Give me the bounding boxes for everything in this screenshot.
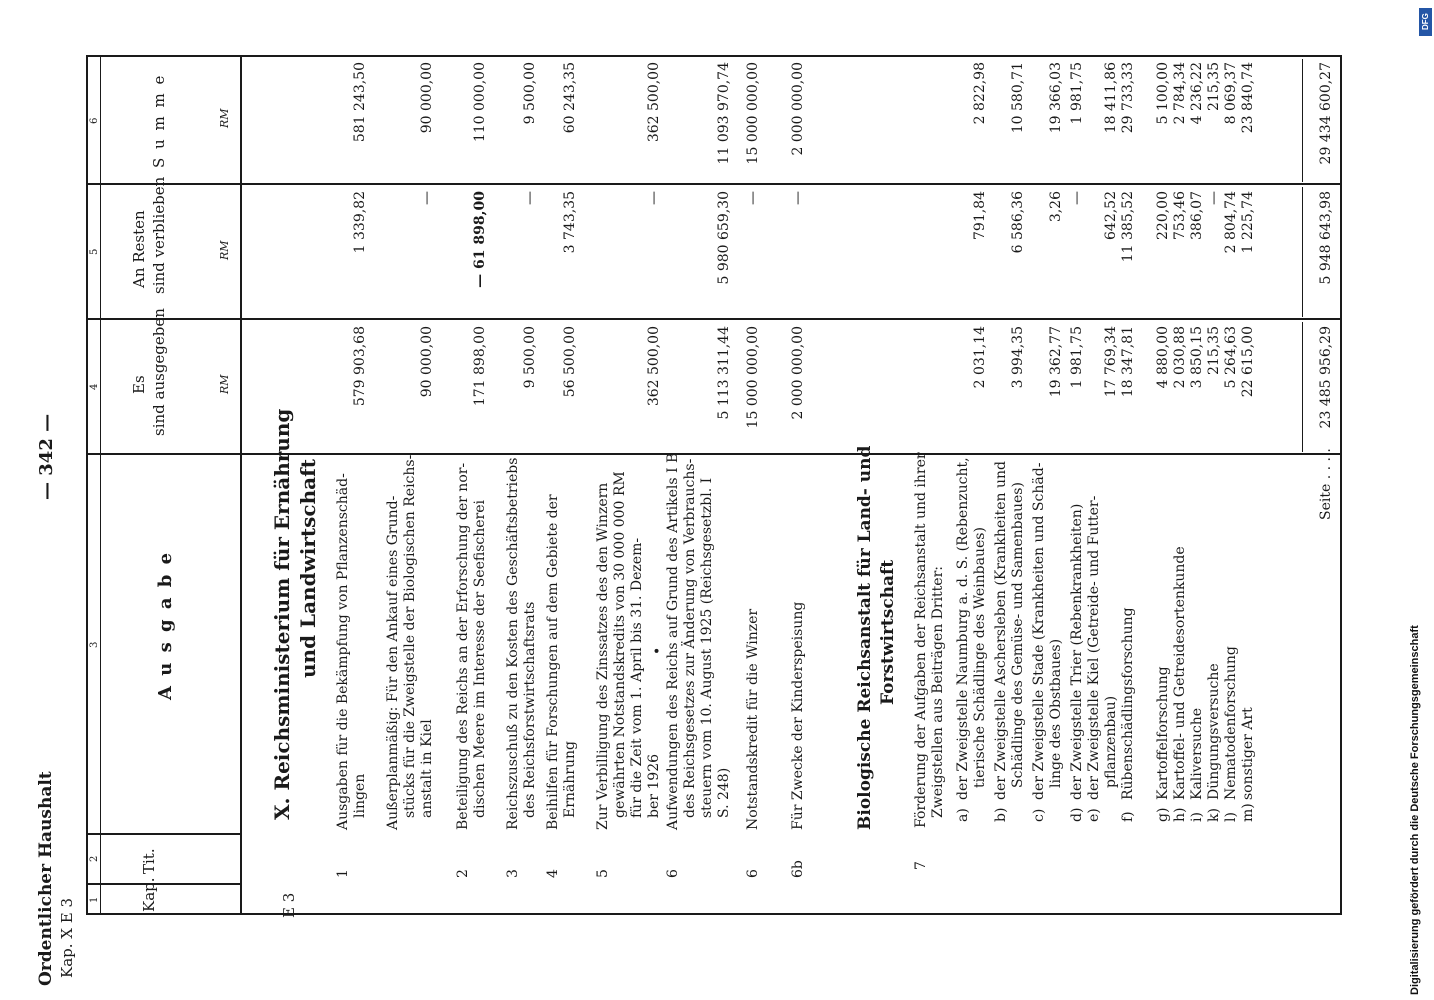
col-header-ausgabe: A u s g a b e <box>155 550 176 700</box>
row-ausgegeben: 56 500,00 <box>562 326 578 398</box>
row-tit: 4 <box>545 869 561 878</box>
subrow-reste: 642,52 <box>1103 191 1119 240</box>
row-summe: 90 000,00 <box>419 62 435 134</box>
dfg-logo-icon: DFG <box>1419 8 1432 36</box>
row-tit: 6 <box>665 869 681 878</box>
subrow-label: l) <box>1223 812 1239 822</box>
row-summe: 11 093 970,74 <box>716 62 732 165</box>
row-summe: 9 500,00 <box>522 62 538 125</box>
subrow-reste: 753,46 <box>1172 191 1188 240</box>
subrow-summe: 2 822,98 <box>972 62 988 125</box>
subrow-summe: 4 236,22 <box>1189 62 1205 125</box>
subrow-text-line: sonstiger Art <box>1240 707 1256 800</box>
header-subtitle: Kap. X E 3 <box>58 898 76 978</box>
row-text-line: Beteiligung des Reichs an der Erforschung der nor- <box>455 462 471 830</box>
subrow-text-line: Kartoffel- und Getreidesortenkunde <box>1172 546 1188 800</box>
row-text-line: steuern vom 10. August 1925 (Reichsgesetzbl. I <box>699 477 715 818</box>
subrow-text-line: der Zweigstelle Naumburg a. d. S. (Rebenzucht, <box>955 457 971 800</box>
row-text-line: Notstandskredit für die Winzer <box>745 608 761 830</box>
row-text-line: Ernährung <box>562 741 578 818</box>
row-text-line: des Reichsgesetzes zur Änderung von Verbrauchs- <box>682 458 698 818</box>
colnum-3: 3 <box>89 641 100 648</box>
subrow-ausgegeben: 4 880,00 <box>1155 326 1171 389</box>
subrow-summe: 29 733,33 <box>1120 62 1136 134</box>
subrow-summe: 1 981,75 <box>1069 62 1085 125</box>
col-header-summe-unit: RM <box>218 108 231 128</box>
row-text-line: Beihilfen für Forschungen auf dem Gebiete der <box>545 494 561 830</box>
row-tit: 1 <box>335 869 351 878</box>
row-7-line-1: Förderung der Aufgaben der Reichsanstalt und ihrer <box>913 452 929 828</box>
row-reste: 1 339,82 <box>352 191 368 254</box>
col-sep-7 <box>86 55 1342 57</box>
subrow-ausgegeben: 5 264,63 <box>1223 326 1239 389</box>
subsection-title: Biologische Reichsanstalt für Land- und <box>855 445 875 830</box>
col-sep-3 <box>86 833 240 835</box>
kap-value: E 3 <box>280 892 298 918</box>
subrow-ausgegeben: 3 994,35 <box>1010 326 1026 389</box>
row-ausgegeben: 171 898,00 <box>472 326 488 407</box>
row-text-line: Außerplanmäßig: Für den Ankauf eines Grund- <box>385 495 401 830</box>
col-header-ausgegeben-unit: RM <box>218 374 231 394</box>
subrow-label: f) <box>1120 811 1136 822</box>
subrow-label: i) <box>1189 812 1205 822</box>
subrow-text-line: der Zweigstelle Trier (Rebenkrankheiten) <box>1069 503 1085 800</box>
row-text-line: ber 1926 <box>646 753 662 818</box>
subsection-title-2: Forstwirtschaft <box>878 559 898 705</box>
row-reste: — <box>646 191 662 205</box>
dfg-sidebar-text: Digitalisierung gefördert durch die Deutsche Forschungsgemeinschaft <box>1409 625 1421 995</box>
row-text-line: Zur Verbilligung des Zinssatzes des den Winzern <box>595 482 611 830</box>
colnum-4: 4 <box>89 383 100 390</box>
col-header-kap: Kap. <box>140 877 158 912</box>
subrow-text-line: pflanzenbau) <box>1103 695 1119 788</box>
subrow-ausgegeben: 2 030,88 <box>1172 326 1188 389</box>
row-text-line: für die Zeit vom 1. April bis 31. Dezem- <box>629 537 645 818</box>
row-ausgegeben: 90 000,00 <box>419 326 435 398</box>
col-sep-6 <box>86 183 1342 185</box>
row-tit: 2 <box>455 869 471 878</box>
row-reste: — 61 898,00 <box>472 191 488 288</box>
subrow-ausgegeben: 19 362,77 <box>1048 326 1064 398</box>
row-reste: — <box>419 191 435 205</box>
row-reste: 5 980 659,30 <box>716 191 732 285</box>
subrow-reste: 791,84 <box>972 191 988 240</box>
row-summe: 15 000 000,00 <box>745 62 761 165</box>
row-ausgegeben: 9 500,00 <box>522 326 538 389</box>
subrow-text-line: tierische Schädlinge des Weinbaues) <box>972 527 988 788</box>
totals-label: Seite . . . . <box>1318 448 1334 520</box>
section-title-2: und Landwirtschaft <box>296 459 320 678</box>
totals-label-text: Seite <box>1318 483 1334 520</box>
row-tit: 3 <box>505 869 521 878</box>
subrow-text-line: linge des Obstbaues) <box>1048 638 1064 788</box>
subrow-text-line: Nematodenforschung <box>1223 646 1239 800</box>
subrow-label: g) <box>1155 807 1171 822</box>
row-tit: 6 <box>745 869 761 878</box>
row-reste: — <box>745 191 761 205</box>
row-text-line: dischen Meere im Interesse der Seefischerei <box>472 500 488 818</box>
subrow-reste: 386,07 <box>1189 191 1205 240</box>
row-ausgegeben: 15 000 000,00 <box>745 326 761 429</box>
subrow-ausgegeben: 17 769,34 <box>1103 326 1119 398</box>
row-summe: 581 243,50 <box>352 62 368 143</box>
col-header-ausgegeben-1: Es <box>130 375 148 394</box>
col-sep-5 <box>86 318 1342 320</box>
row-7-line-2: Zweigstellen aus Beiträgen Dritter: <box>930 565 946 818</box>
col-sep-1 <box>86 913 1342 915</box>
row-text-line: Aufwendungen des Reichs auf Grund des Artikels I B <box>665 452 681 830</box>
subrow-text-line: der Zweigstelle Stade (Krankheiten und Schäd- <box>1031 462 1047 800</box>
row-tit: 5 <box>595 869 611 878</box>
row-summe: 60 243,35 <box>562 62 578 134</box>
totals-summe: 29 434 600,27 <box>1318 62 1334 165</box>
row-ausgegeben: 5 113 311,44 <box>716 326 732 420</box>
totals-ausgegeben: 23 485 956,29 <box>1318 326 1334 429</box>
row-reste: — <box>790 191 806 205</box>
subrow-summe: 19 366,03 <box>1048 62 1064 134</box>
col-header-reste-1: An Resten <box>130 210 148 288</box>
totals-reste: 5 948 643,98 <box>1318 191 1334 285</box>
totals-rule-6 <box>1302 59 1303 182</box>
row-ausgegeben: 362 500,00 <box>646 326 662 407</box>
subrow-ausgegeben: 3 850,15 <box>1189 326 1205 389</box>
row-tit: 6b <box>790 860 806 878</box>
colnum-5: 5 <box>89 248 100 255</box>
subrow-text-line: Schädlinge des Gemüse- und Samenbaues) <box>1010 482 1026 788</box>
subrow-reste: 6 586,36 <box>1010 191 1026 254</box>
row-text-line: Reichszuschuß zu den Kosten des Geschäftsbetriebs <box>505 457 521 830</box>
totals-rule-5 <box>1302 187 1303 317</box>
subrow-label: e) <box>1086 808 1102 822</box>
subrow-reste: 3,26 <box>1048 191 1064 223</box>
col-header-ausgegeben-2: sind ausgegeben <box>150 308 168 436</box>
subrow-text-line: Düngungsversuche <box>1206 663 1222 800</box>
subrow-label: h) <box>1172 807 1188 822</box>
subrow-summe: 2 784,34 <box>1172 62 1188 125</box>
row-7-tit: 7 <box>913 861 929 870</box>
subrow-ausgegeben: 215,35 <box>1206 326 1222 375</box>
subrow-label: k) <box>1206 808 1222 822</box>
totals-rule-4 <box>1302 322 1303 452</box>
subrow-text-line: Kartoffelforschung <box>1155 666 1171 800</box>
subrow-reste: 220,00 <box>1155 191 1171 240</box>
subrow-reste: 11 385,52 <box>1120 191 1136 263</box>
section-title: X. Reichsministerium für Ernährung <box>270 408 294 820</box>
subrow-label: m) <box>1240 803 1256 822</box>
subrow-reste: — <box>1206 191 1222 205</box>
subrow-summe: 5 100,00 <box>1155 62 1171 125</box>
subrow-text-line: Kaliversuche <box>1189 708 1205 800</box>
subrow-ausgegeben: 1 981,75 <box>1069 326 1085 389</box>
row-text-line: lingen <box>352 773 368 818</box>
stray-dot: • <box>650 646 666 655</box>
subrow-label: d) <box>1069 807 1085 822</box>
row-ausgegeben: 579 903,68 <box>352 326 368 407</box>
col-header-reste-2: sind verblieben <box>150 176 168 294</box>
subrow-summe: 10 580,71 <box>1010 62 1026 134</box>
subrow-reste: — <box>1069 191 1085 205</box>
subrow-label: c) <box>1031 808 1047 822</box>
subrow-text-line: Rübenschädlingsforschung <box>1120 607 1136 800</box>
subrow-label: b) <box>993 807 1009 822</box>
subrow-summe: 18 411,86 <box>1103 62 1119 134</box>
subrow-reste: 1 225,74 <box>1240 191 1256 254</box>
header-title: Ordentlicher Haushalt <box>36 771 56 986</box>
colnum-6: 6 <box>89 117 100 124</box>
row-summe: 362 500,00 <box>646 62 662 143</box>
subrow-ausgegeben: 2 031,14 <box>972 326 988 389</box>
col-header-reste-unit: RM <box>218 240 231 260</box>
row-text-line: Ausgaben für die Bekämpfung von Pflanzenschäd- <box>335 473 351 830</box>
row-ausgegeben: 2 000 000,00 <box>790 326 806 420</box>
subrow-text-line: der Zweigstelle Aschersleben (Krankheiten und <box>993 460 1009 800</box>
row-text-line: Für Zwecke der Kinderspeisung <box>790 601 806 830</box>
row-text-line: S. 248) <box>716 767 732 818</box>
subrow-reste: 2 804,74 <box>1223 191 1239 254</box>
subrow-summe: 8 069,37 <box>1223 62 1239 125</box>
subrow-ausgegeben: 22 615,00 <box>1240 326 1256 398</box>
subrow-summe: 23 840,74 <box>1240 62 1256 134</box>
row-reste: 3 743,35 <box>562 191 578 254</box>
subrow-summe: 215,35 <box>1206 62 1222 111</box>
row-text-line: anstalt in Kiel <box>419 719 435 818</box>
colnum-1: 1 <box>89 896 100 903</box>
subrow-ausgegeben: 18 347,81 <box>1120 326 1136 398</box>
row-summe: 2 000 000,00 <box>790 62 806 156</box>
colnum-2: 2 <box>89 855 100 862</box>
col-header-tit: Tit. <box>140 848 158 874</box>
col-sep-2 <box>86 883 240 885</box>
row-text-line: gewährten Notstandskredits von 30 000 000 RM <box>612 471 628 818</box>
row-text-line: des Reichsforstwirtschaftsrats <box>522 601 538 818</box>
col-header-summe: S u m m e <box>150 73 168 168</box>
subrow-label: a) <box>955 808 971 822</box>
row-summe: 110 000,00 <box>472 62 488 143</box>
row-text-line: stücks für die Zweigstelle der Biologischen Reichs- <box>402 454 418 818</box>
page-number: — 342 — <box>36 413 57 500</box>
subrow-text-line: der Zweigstelle Kiel (Getreide- und Futter- <box>1086 495 1102 800</box>
row-reste: — <box>522 191 538 205</box>
